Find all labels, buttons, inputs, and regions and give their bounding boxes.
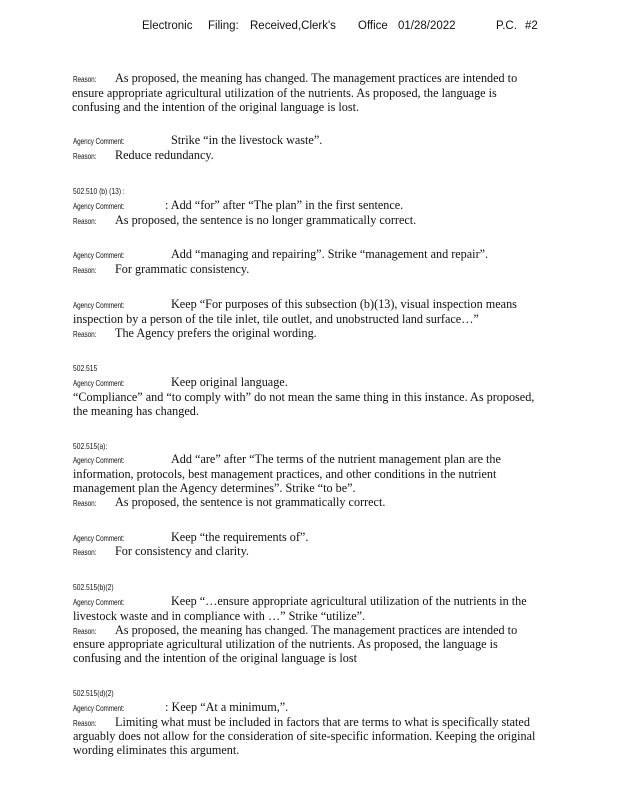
- reason-text: Limiting what must be included in factors that are terms to what is specifically stated: [115, 714, 530, 729]
- agency-comment-text: Add “for” after “The plan” in the first sentence.: [170, 197, 404, 212]
- section-id: 502.515(a):: [73, 440, 108, 451]
- reason-label: Reason:: [73, 216, 97, 226]
- section-7: [73, 439, 573, 511]
- reason-label: Reason:: [73, 329, 97, 339]
- comment-colon: :: [165, 699, 169, 714]
- agency-comment-label: Agency Comment:: [73, 300, 125, 310]
- agency-comment-text: Add “managing and repairing”. Strike “management and repair”.: [171, 247, 489, 262]
- header-pc: P.C.: [496, 20, 517, 32]
- agency-comment-label: Agency Comment:: [73, 456, 125, 466]
- section-id: 502.510 (b) (13) :: [73, 185, 125, 196]
- reason-text: Reduce redundancy.: [115, 148, 214, 163]
- agency-comment-text-cont: livestock waste and in compliance with …” Strike “utilize”.: [73, 608, 366, 623]
- agency-comment-text-cont: “Compliance” and “to comply with” do not mean the same thing in this instance. As proposed,: [73, 389, 535, 404]
- reason-label: Reason:: [73, 718, 97, 728]
- reason-text-cont: ensure appropriate agricultural utilization of the nutrients. As proposed, the language is: [73, 637, 498, 652]
- agency-comment-text: Strike “in the livestock waste”.: [171, 133, 323, 148]
- reason-label: Reason:: [73, 498, 97, 508]
- header-office: Office: [358, 20, 388, 32]
- reason-label: Reason:: [73, 626, 97, 636]
- agency-comment-text-cont: information, protocols, best management practices, and other conditions in the nutrient: [73, 467, 497, 482]
- agency-comment-text: Keep “At a minimum,”.: [171, 699, 289, 714]
- reason-text: As proposed, the sentence is no longer grammatically correct.: [115, 212, 417, 227]
- agency-comment-text: Keep “the requirements of”.: [171, 529, 309, 544]
- agency-comment-text-cont: the meaning has changed.: [73, 403, 199, 418]
- header-pc-number: #2: [525, 20, 538, 32]
- agency-comment-label: Agency Comment:: [73, 597, 125, 607]
- agency-comment-text-cont: inspection by a person of the tile inlet, tile outlet, and unobstructed land surface…”: [73, 311, 479, 326]
- header-received-clerks: Received,Clerk's: [250, 20, 336, 32]
- agency-comment-label: Agency Comment:: [73, 533, 125, 543]
- section-id: 502.515(d)(2): [73, 687, 114, 698]
- filing-header: [0, 20, 618, 36]
- header-filing: Filing:: [208, 20, 239, 32]
- reason-text-cont: confusing and the intention of the original language is lost.: [72, 99, 360, 114]
- reason-text: For grammatic consistency.: [115, 262, 250, 277]
- agency-comment-text-cont: management plan the Agency determines”. Strike “to be”.: [73, 480, 356, 495]
- agency-comment-label: Agency Comment:: [73, 703, 125, 713]
- section-9: [73, 580, 573, 666]
- section-id: 502.515(b)(2): [73, 582, 114, 593]
- section-2: [73, 134, 573, 164]
- reason-text: As proposed, the sentence is not grammatically correct.: [115, 494, 386, 509]
- header-date: 01/28/2022: [398, 20, 456, 32]
- reason-text: For consistency and clarity.: [115, 544, 249, 559]
- agency-comment-text: Keep “For purposes of this subsection (b)(13), visual inspection means: [171, 296, 517, 311]
- section-4: [73, 248, 573, 278]
- reason-text-cont: arguably does not allow for the consideration of site-specific information. Keeping the original: [73, 729, 536, 744]
- agency-comment-text: Keep original language.: [171, 375, 288, 390]
- agency-comment-label: Agency Comment:: [73, 201, 125, 211]
- section-id: 502.515: [73, 363, 98, 374]
- document-body: [73, 72, 573, 771]
- comment-colon: :: [165, 197, 169, 212]
- section-3: [73, 184, 573, 228]
- reason-text: The Agency prefers the original wording.: [115, 325, 317, 340]
- section-1: [73, 72, 573, 114]
- reason-text-cont: wording eliminates this argument.: [73, 743, 240, 758]
- agency-comment-text: Keep “…ensure appropriate agricultural utilization of the nutrients in the: [171, 593, 527, 608]
- section-5: [73, 298, 573, 341]
- section-6: [73, 361, 573, 418]
- reason-text-cont: confusing and the intention of the original language is lost: [73, 651, 357, 666]
- reason-label: Reason:: [73, 266, 97, 276]
- reason-label: Reason:: [73, 152, 97, 162]
- reason-label: Reason:: [73, 75, 97, 84]
- agency-comment-label: Agency Comment:: [73, 251, 125, 261]
- reason-text: As proposed, the meaning has changed. The management practices are intended to: [115, 71, 518, 85]
- header-electronic: Electronic: [142, 20, 193, 32]
- agency-comment-label: Agency Comment:: [73, 379, 125, 389]
- reason-text: As proposed, the meaning has changed. The management practices are intended to: [115, 622, 518, 637]
- reason-label: Reason:: [73, 548, 97, 558]
- agency-comment-label: Agency Comment:: [73, 137, 125, 147]
- reason-text-cont: ensure appropriate agricultural utilization of the nutrients. As proposed, the language is: [72, 85, 497, 100]
- section-8: [73, 531, 573, 561]
- agency-comment-text: Add “are” after “The terms of the nutrient management plan are the: [171, 452, 501, 467]
- section-10: [73, 686, 573, 758]
